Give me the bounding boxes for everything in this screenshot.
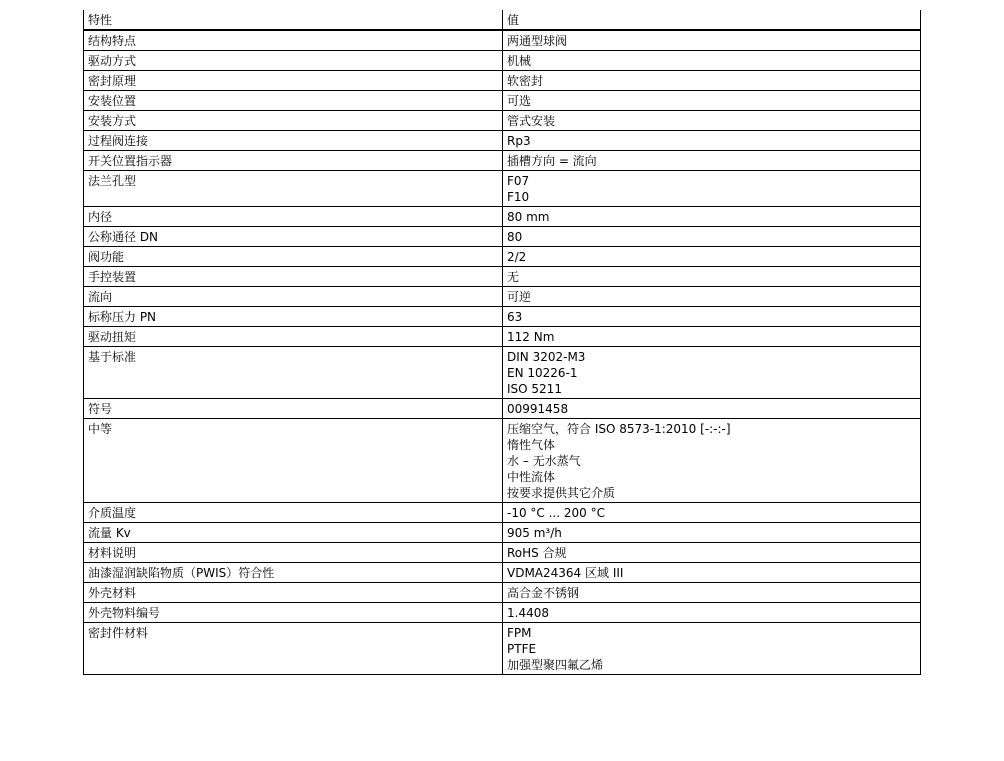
property-cell: 公称通径 DN — [84, 227, 503, 247]
header-property: 特性 — [84, 10, 503, 30]
table-row — [84, 563, 921, 583]
value-line: 905 m³/h — [507, 526, 562, 540]
property-cell: 驱动扭矩 — [84, 327, 503, 347]
table-row — [84, 347, 921, 399]
value-line: FPM — [507, 626, 532, 640]
value-cell — [503, 583, 921, 603]
value-cell — [503, 267, 921, 287]
value-line: Rp3 — [507, 134, 531, 148]
property-cell: 法兰孔型 — [84, 171, 503, 207]
property-cell: 开关位置指示器 — [84, 151, 503, 171]
value-cell — [503, 419, 921, 503]
value-line: 压缩空气，符合 ISO 8573-1:2010 [-:-:-] — [507, 422, 731, 436]
property-cell: 介质温度 — [84, 503, 503, 523]
value-line: 加强型聚四氟乙烯 — [507, 658, 604, 672]
value-line: -10 °C ... 200 °C — [507, 506, 605, 520]
table-row — [84, 30, 921, 51]
value-line: 1.4408 — [507, 606, 549, 620]
value-line: 80 mm — [507, 210, 550, 224]
property-cell: 手控装置 — [84, 267, 503, 287]
property-cell: 驱动方式 — [84, 51, 503, 71]
table-row — [84, 131, 921, 151]
table-row — [84, 51, 921, 71]
table-row — [84, 307, 921, 327]
table-row — [84, 419, 921, 503]
value-line: 80 — [507, 230, 523, 244]
value-line: 112 Nm — [507, 330, 555, 344]
value-cell — [503, 307, 921, 327]
table-row — [84, 91, 921, 111]
value-cell — [503, 227, 921, 247]
value-cell — [503, 111, 921, 131]
property-cell: 安装方式 — [84, 111, 503, 131]
property-cell: 内径 — [84, 207, 503, 227]
value-cell — [503, 399, 921, 419]
value-cell — [503, 30, 921, 51]
value-line: 高合金不锈钢 — [507, 586, 580, 600]
table-row — [84, 287, 921, 307]
property-cell: 基于标准 — [84, 347, 503, 399]
header-value: 值 — [503, 10, 921, 30]
value-line: DIN 3202-M3 — [507, 350, 586, 364]
table-row — [84, 207, 921, 227]
value-line: 可选 — [507, 94, 532, 108]
table-row — [84, 327, 921, 347]
property-cell: 标称压力 PN — [84, 307, 503, 327]
value-line: PTFE — [507, 642, 537, 656]
table-row — [84, 247, 921, 267]
value-cell — [503, 151, 921, 171]
property-cell: 流向 — [84, 287, 503, 307]
table-row — [84, 267, 921, 287]
value-cell — [503, 503, 921, 523]
value-line: 两通型球阀 — [507, 34, 568, 48]
table-row — [84, 603, 921, 623]
value-cell — [503, 131, 921, 151]
spec-table-body — [84, 10, 921, 675]
value-cell — [503, 247, 921, 267]
table-row — [84, 623, 921, 675]
value-line: 插槽方向 = 流向 — [507, 154, 597, 168]
value-line: 按要求提供其它介质 — [507, 486, 616, 500]
value-line: 无 — [507, 270, 520, 284]
table-row — [84, 523, 921, 543]
value-line: 00991458 — [507, 402, 569, 416]
property-cell: 符号 — [84, 399, 503, 419]
table-row — [84, 583, 921, 603]
spec-table — [83, 10, 921, 675]
table-row — [84, 151, 921, 171]
property-cell: 材料说明 — [84, 543, 503, 563]
property-cell: 阀功能 — [84, 247, 503, 267]
value-line: 软密封 — [507, 74, 544, 88]
value-line: 中性流体 — [507, 470, 556, 484]
value-cell — [503, 287, 921, 307]
table-row — [84, 543, 921, 563]
value-cell — [503, 207, 921, 227]
value-line: VDMA24364 区域 III — [507, 566, 624, 580]
value-line: ISO 5211 — [507, 382, 562, 396]
value-line: 水 – 无水蒸气 — [507, 454, 581, 468]
table-row — [84, 399, 921, 419]
property-cell: 油漆湿润缺陷物质（PWIS）符合性 — [84, 563, 503, 583]
value-cell — [503, 523, 921, 543]
property-cell: 安装位置 — [84, 91, 503, 111]
value-cell — [503, 51, 921, 71]
value-cell — [503, 347, 921, 399]
value-line: 管式安装 — [507, 114, 556, 128]
table-row — [84, 111, 921, 131]
table-row — [84, 171, 921, 207]
value-line: 惰性气体 — [507, 438, 556, 452]
value-line: EN 10226-1 — [507, 366, 578, 380]
value-cell — [503, 543, 921, 563]
value-line: 2/2 — [507, 250, 527, 264]
value-line: 可逆 — [507, 290, 532, 304]
value-cell — [503, 623, 921, 675]
property-cell: 结构特点 — [84, 30, 503, 51]
value-line: 63 — [507, 310, 523, 324]
property-cell: 过程阀连接 — [84, 131, 503, 151]
value-line: F10 — [507, 190, 530, 204]
value-cell — [503, 327, 921, 347]
property-cell: 中等 — [84, 419, 503, 503]
value-line: 机械 — [507, 54, 532, 68]
property-cell: 密封原理 — [84, 71, 503, 91]
property-cell: 外壳物料编号 — [84, 603, 503, 623]
property-cell: 流量 Kv — [84, 523, 503, 543]
value-cell — [503, 71, 921, 91]
value-line: F07 — [507, 174, 530, 188]
table-row — [84, 71, 921, 91]
value-cell — [503, 563, 921, 583]
value-cell — [503, 603, 921, 623]
table-row — [84, 503, 921, 523]
table-header-row — [84, 10, 921, 30]
value-cell — [503, 171, 921, 207]
property-cell: 外壳材料 — [84, 583, 503, 603]
property-cell: 密封件材料 — [84, 623, 503, 675]
value-cell — [503, 91, 921, 111]
value-line: RoHS 合规 — [507, 546, 567, 560]
table-row — [84, 227, 921, 247]
